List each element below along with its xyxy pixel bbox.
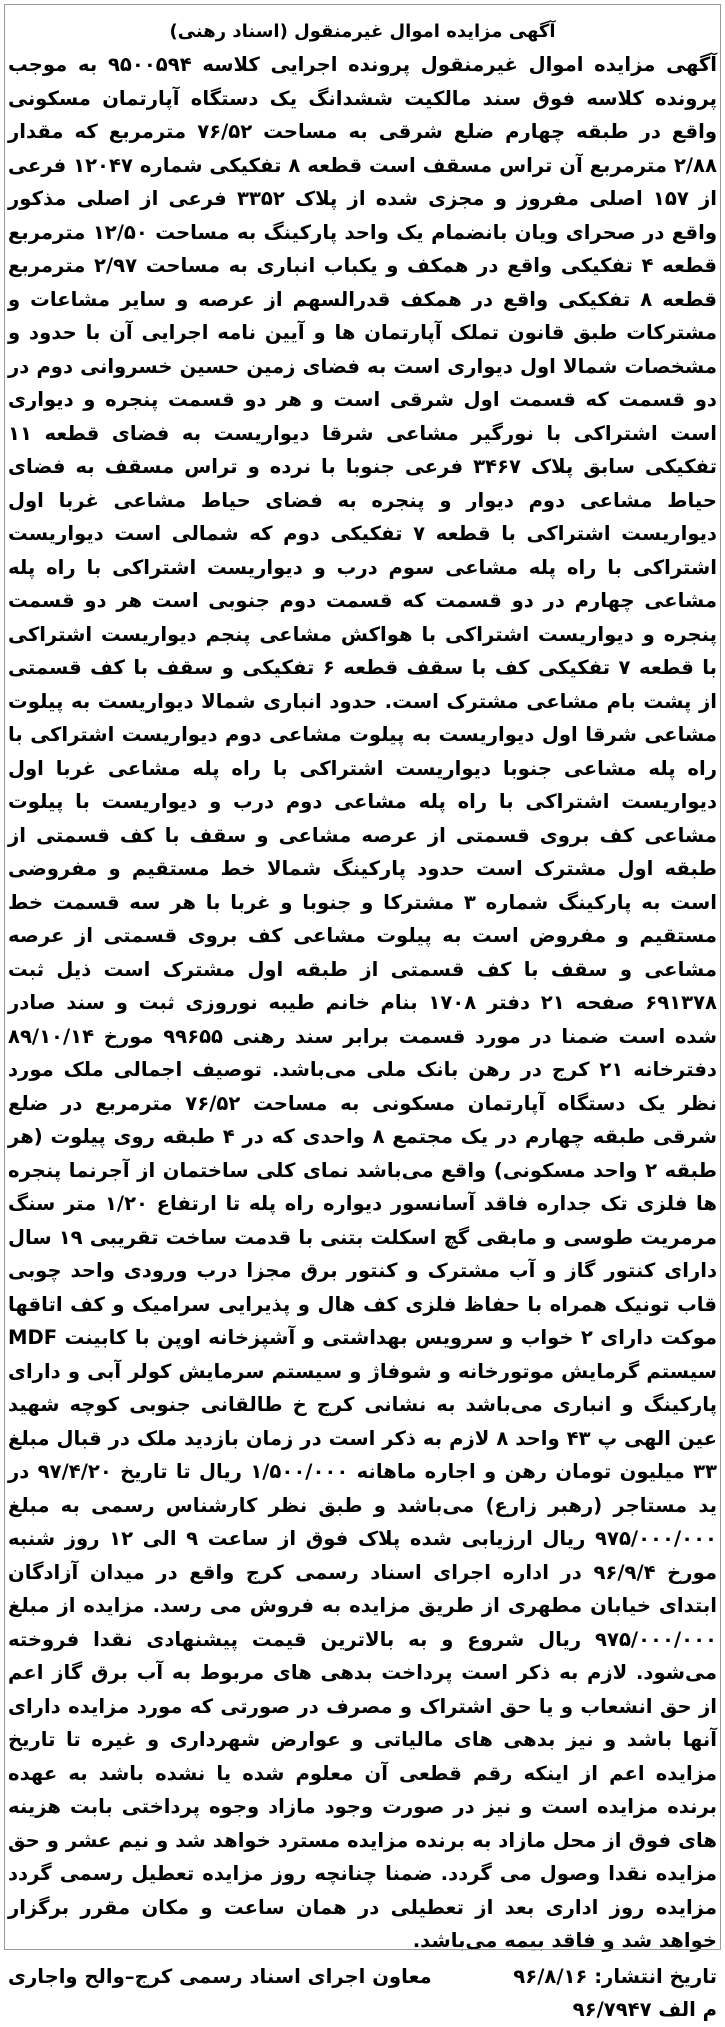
- notice-title: آگهی مزایده اموال غیرمنقول (اسناد رهنی): [169, 21, 556, 42]
- signature: معاون اجرای اسناد رسمی کرج–والح واجاری: [8, 1964, 432, 1988]
- notice-border: [4, 4, 721, 1950]
- notice-footer: [8, 1960, 717, 2027]
- notice-body: آگهی مزایده اموال غیرمنقول پرونده اجرایی کلاسه ۹۵۰۰۵۹۴ به موجب پرونده کلاسه فوق سند مالکیت ششدانگ یک دستگاه آپارتمان مسکونی واقع در طبقه چهارم ضلع شرقی به مساحت ۷۶/۵۲ مترمربع که مقدار ۲/۸۸ مترمربع آن تراس مسقف است قطعه ۸ تفکیکی شماره ۱۲۰۴۷ فرعی از ۱۵۷ اصلی مفروز و مجزی شده از پلاک ۳۳۵۲ فرعی از اصلی مذکور واقع در صحرای ویان بانضمام یک واحد پارکینگ به مساحت ۱۲/۵۰ مترمربع قطعه ۴ تفکیکی واقع در همکف و یکباب انباری به مساحت ۲/۹۷ مترمربع قطعه ۸ تفکیکی واقع در همکف قدرالسهم از عرصه و سایر مشاعات و مشترکات طبق قانون تملک آپارتمان ها و آیین نامه اجرایی آن با حدود و مشخصات شمالا اول دیواری است به فضای زمین حسین خسروانی دوم در دو قسمت که قسمت اول شرقی است و هر دو قسمت پنجره و دیواری است اشتراکی با نورگیر مشاعی شرقا دیواریست به فضای قطعه ۱۱ تفکیکی سابق پلاک ۳۴۶۷ فرعی جنوبا با نرده و تراس مسقف به فضای حیاط مشاعی دوم دیوار و پنجره به فضای حیاط مشاعی غربا اول دیواریست اشتراکی با قطعه ۷ تفکیکی دوم که شمالی است دیواریست اشتراکی با راه پله مشاعی سوم درب و دیواریست اشتراکی با راه پله مشاعی چهارم در دو قسمت که قسمت دوم جنوبی است هر دو قسمت پنجره و دیواریست اشتراکی با هواکش مشاعی پنجم دیواریست اشتراکی با قطعه ۷ تفکیکی کف با سقف قطعه ۶ تفکیکی و سقف با کف قسمتی از پشت بام مشاعی مشترک است. حدود انباری شمالا دیواریست به پیلوت مشاعی شرقا اول دیواریست به پیلوت مشاعی دوم دیواریست اشتراکی با راه پله مشاعی جنوبا دیواریست اشتراکی با راه پله مشاعی غربا اول دیواریست اشتراکی با راه پله مشاعی دوم درب و دیواریست با پیلوت مشاعی کف بروی قسمتی از عرصه مشاعی و سقف با کف قسمتی از طبقه اول مشترک است حدود پارکینگ شمالا خط مستقیم و مفروضی است به پارکینگ شماره ۳ مشترکا و جنوبا و غربا با هر سه قسمت خط مستقیم و مفروض است به پیلوت مشاعی کف بروی قسمتی از عرصه مشاعی و سقف با کف قسمتی از طبقه اول مشترک است ذیل ثبت ۶۹۱۳۷۸ صفحه ۲۱ دفتر ۱۷۰۸ بنام خانم طیبه نوروزی ثبت و سند صادر شده است ضمنا در مورد قسمت برابر سند رهنی ۹۹۶۵۵ مورخ ۸۹/۱۰/۱۴ دفترخانه ۲۱ کرج در رهن بانک ملی می‌باشد. توصیف اجمالی ملک مورد نظر یک دستگاه آپارتمان مسکونی به مساحت ۷۶/۵۲ مترمربع در ضلع شرقی طبقه چهارم در یک مجتمع ۸ واحدی که در ۴ طبقه روی پیلوت (هر طبقه ۲ واحد مسکونی) واقع می‌باشد نمای کلی ساختمان از آجرنما پنجره ها فلزی تک جداره فاقد آسانسور دیواره راه پله تا ارتفاع ۱/۲۰ متر سنگ مرمریت طوسی و مابقی گچ اسکلت بتنی با قدمت ساخت تقریبی ۱۹ سال دارای کنتور گاز و آب مشترک و کنتور برق مجزا درب ورودی واحد چوبی قاب تونیک همراه با حفاظ فلزی کف هال و پذیرایی سرامیک و کف اتاقها موکت دارای ۲ خواب و سرویس بهداشتی و آشپزخانه اوپن با کابینت MDF سیستم گرمایش موتورخانه و شوفاژ و سیستم سرمایش کولر آبی و دارای پارکینگ و انباری می‌باشد به نشانی کرج خ طالقانی جنوبی کوچه شهید عین الهی پ ۴۳ واحد ۸ لازم به ذکر است در زمان بازدید ملک در قبال مبلغ ۳۳ میلیون تومان رهن و اجاره ماهانه ۱/۵۰۰/۰۰۰ ریال تا تاریخ ۹۷/۴/۲۰ در ید مستاجر (رهبر زارع) می‌باشد و طبق نظر کارشناس رسمی به مبلغ ۹۷۵/۰۰۰/۰۰۰ ریال ارزیابی شده پلاک فوق از ساعت ۹ الی ۱۲ روز شنبه مورخ ۹۶/۹/۴ در اداره اجرای اسناد رسمی کرج واقع در میدان آزادگان ابتدای خیابان مطهری از طریق مزایده به فروش می رسد. مزایده از مبلغ ۹۷۵/۰۰۰/۰۰۰ ریال شروع و به بالاترین قیمت پیشنهادی نقدا فروخته می‌شود. لازم به ذکر است پرداخت بدهی های مربوط به آب برق گاز اعم از حق انشعاب و یا حق اشتراک و مصرف در صورتی که مورد مزایده دارای آنها باشد و نیز بدهی های مالیاتی و عوارض شهرداری و غیره تا تاریخ مزایده اعم از اینکه رقم قطعی آن معلوم شده یا نشده باشد به عهده برنده مزایده است و نیز در صورت وجود مازاد وجوه پرداختی بابت هزینه های فوق از محل مازاد به برنده مزایده مسترد خواهد شد و نیم عشر و حق مزایده نقدا وصول می گردد. ضمنا چنانچه روز مزایده تعطیل رسمی گردد مزایده روز اداری بعد از تعطیلی در همان ساعت و مکان مقرر برگزار خواهد شد و فاقد بیمه می‌باشد.: [8, 53, 718, 1952]
- publish-date: تاریخ انتشار: ۹۶/۸/۱۶: [513, 1964, 717, 1988]
- reference-number: م الف ۹۶/۷۹۴۷: [572, 1998, 717, 2021]
- footer-row: [8, 1960, 717, 1994]
